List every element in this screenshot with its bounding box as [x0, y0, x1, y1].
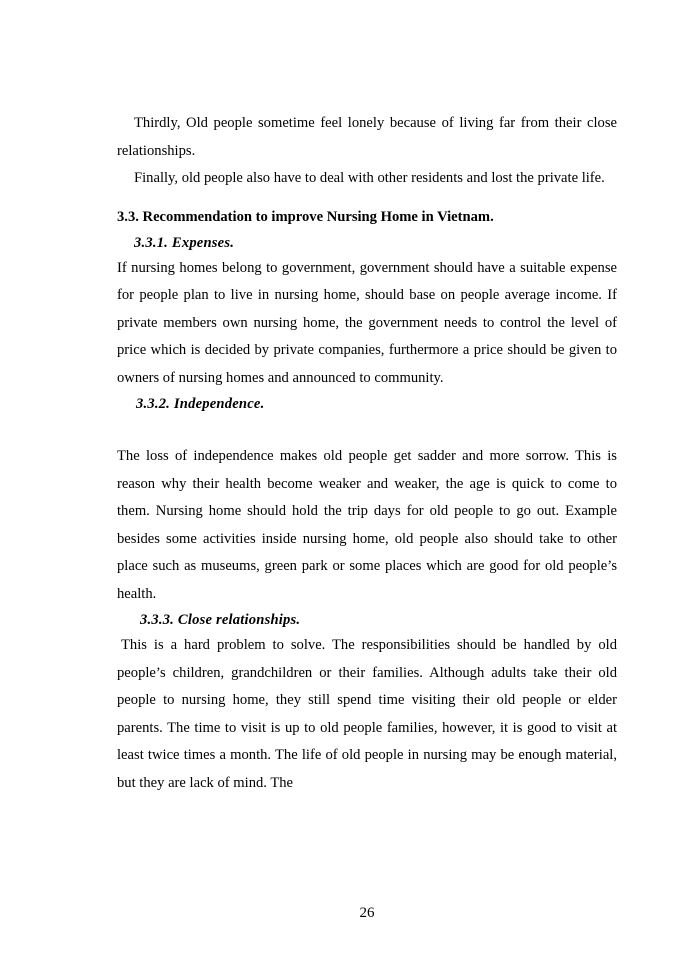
page-number: 26 [359, 905, 375, 921]
paragraph-expenses: If nursing homes belong to government, government should have a suitable expense for people plan to live in nursing home, should base on people average income. If private members own nursing home, the government needs to control the level of price which is decided by private companies, furthermore a price should be given to owners of nursing homes and announced to community. [117, 259, 617, 386]
subsection-expenses-title: 3.3.1. Expenses. [134, 234, 235, 251]
section-title: 3.3. Recommendation to improve Nursing Home in Vietnam. [117, 208, 494, 225]
paragraph-relationships: This is a hard problem to solve. The responsibilities should be handled by old people’s children, grandchildren or their families. Although adults take their old people to nursing home, they still spend time visiting their old people or elder parents. The time to visit is up to old people families, however, it is good to visit at least twice times a month. The life of old people in nursing may be enough material, but they are lack of mind. The [117, 637, 617, 791]
paragraph-independence: The loss of independence makes old people get sadder and more sorrow. This is reason why their health become weaker and weaker, the age is quick to come to them. Nursing home should hold the trip days for old people to go out. Example besides some activities inside nursing home, old people also should take to other place such as museums, green park or some places which are good for old people’s health. [117, 448, 617, 602]
paragraph-thirdly: Thirdly, Old people sometime feel lonely because of living far from their close relationships. [117, 115, 617, 159]
paragraph-finally: Finally, old people also have to deal with other residents and lost the private life. [134, 170, 605, 186]
document-body [117, 110, 617, 797]
spacer [117, 416, 617, 443]
subsection-relationships-title: 3.3.3. Close relationships. [140, 612, 301, 628]
subsection-independence-title: 3.3.2. Independence. [136, 396, 265, 412]
